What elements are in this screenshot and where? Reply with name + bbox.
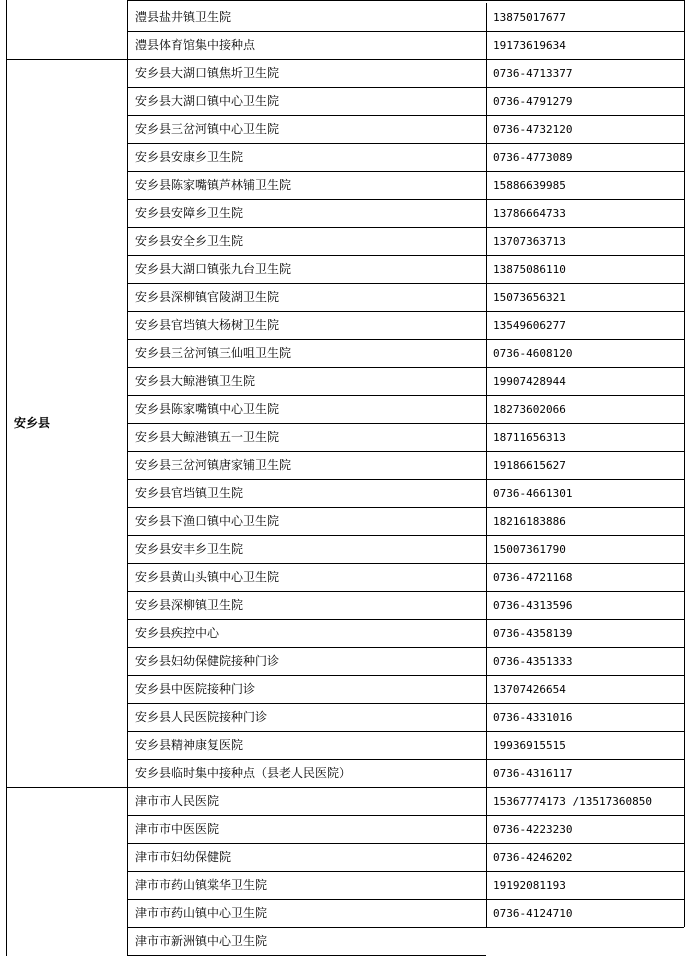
col-divider xyxy=(486,563,487,591)
site-name: 安乡县官垱镇卫生院 xyxy=(135,486,244,500)
row-divider xyxy=(127,395,684,396)
col-divider xyxy=(486,731,487,759)
row-divider xyxy=(127,87,684,88)
col-divider xyxy=(486,479,487,507)
col-divider xyxy=(486,3,487,31)
col-divider xyxy=(486,507,487,535)
site-phone: 19936915515 xyxy=(493,739,566,752)
site-phone: 19192081193 xyxy=(493,879,566,892)
site-phone: 15073656321 xyxy=(493,291,566,304)
site-phone: 18711656313 xyxy=(493,431,566,444)
row-divider xyxy=(127,227,684,228)
site-phone: 13707426654 xyxy=(493,683,566,696)
site-name: 安乡县陈家嘴镇中心卫生院 xyxy=(135,402,280,416)
site-name: 津市市新洲镇中心卫生院 xyxy=(135,934,268,948)
site-phone: 13707363713 xyxy=(493,235,566,248)
col-divider xyxy=(486,339,487,367)
site-name: 安乡县安丰乡卫生院 xyxy=(135,542,244,556)
col-divider xyxy=(486,395,487,423)
row-divider xyxy=(127,563,684,564)
site-phone: 13549606277 xyxy=(493,319,566,332)
col-divider xyxy=(486,311,487,339)
site-phone: 0736-4313596 xyxy=(493,599,573,612)
site-name: 安乡县三岔河镇唐家铺卫生院 xyxy=(135,458,292,472)
county-name: 安乡县 xyxy=(14,416,51,430)
row-divider xyxy=(127,367,684,368)
site-name: 安乡县深柳镇卫生院 xyxy=(135,598,244,612)
row-divider xyxy=(127,647,684,648)
site-name: 澧县盐井镇卫生院 xyxy=(135,10,232,24)
row-divider xyxy=(127,899,684,900)
col-divider xyxy=(486,647,487,675)
col-divider xyxy=(486,367,487,395)
row-divider xyxy=(127,143,684,144)
row-divider xyxy=(127,843,684,844)
col-divider xyxy=(486,871,487,899)
site-phone: 0736-4223230 xyxy=(493,823,573,836)
row-divider xyxy=(127,311,684,312)
col-divider xyxy=(486,199,487,227)
row-divider xyxy=(127,59,684,60)
row-divider xyxy=(127,339,684,340)
col-divider xyxy=(486,815,487,843)
site-phone: 0736-4713377 xyxy=(493,67,573,80)
col-divider xyxy=(486,591,487,619)
row-divider xyxy=(127,535,684,536)
site-phone: 18216183886 xyxy=(493,515,566,528)
site-phone: 19186615627 xyxy=(493,459,566,472)
row-divider xyxy=(127,115,684,116)
site-phone: 19173619634 xyxy=(493,39,566,52)
site-phone: 13875017677 xyxy=(493,11,566,24)
site-name: 津市市中医医院 xyxy=(135,822,220,836)
site-phone: 13875086110 xyxy=(493,263,566,276)
site-name: 安乡县人民医院接种门诊 xyxy=(135,710,268,724)
site-name: 安乡县大湖口镇中心卫生院 xyxy=(135,94,280,108)
site-phone: 0736-4721168 xyxy=(493,571,573,584)
site-phone: 18273602066 xyxy=(493,403,566,416)
row-divider xyxy=(127,255,684,256)
site-name: 澧县体育馆集中接种点 xyxy=(135,38,256,52)
site-phone: 0736-4351333 xyxy=(493,655,573,668)
row-divider xyxy=(127,479,684,480)
row-divider xyxy=(127,31,684,32)
row-divider xyxy=(127,423,684,424)
site-phone: 19907428944 xyxy=(493,375,566,388)
site-name: 安乡县中医院接种门诊 xyxy=(135,682,256,696)
site-name: 安乡县下渔口镇中心卫生院 xyxy=(135,514,280,528)
row-divider xyxy=(127,283,684,284)
site-name: 安乡县大湖口镇焦圻卫生院 xyxy=(135,66,280,80)
row-divider xyxy=(127,507,684,508)
row-divider xyxy=(127,591,684,592)
site-name: 安乡县深柳镇官陵湖卫生院 xyxy=(135,290,280,304)
site-phone: 13786664733 xyxy=(493,207,566,220)
site-name: 安乡县安障乡卫生院 xyxy=(135,206,244,220)
col-divider xyxy=(486,31,487,59)
county-column-divider xyxy=(127,0,128,956)
table-border xyxy=(127,0,684,1)
site-phone: 15007361790 xyxy=(493,543,566,556)
site-name: 津市市妇幼保健院 xyxy=(135,850,232,864)
site-name: 安乡县三岔河镇中心卫生院 xyxy=(135,122,280,136)
col-divider xyxy=(486,451,487,479)
site-name: 安乡县大湖口镇张九台卫生院 xyxy=(135,262,292,276)
site-name: 安乡县精神康复医院 xyxy=(135,738,244,752)
site-name: 安乡县临时集中接种点（县老人民医院） xyxy=(135,766,352,780)
site-name: 津市市人民医院 xyxy=(135,794,220,808)
site-name: 安乡县黄山头镇中心卫生院 xyxy=(135,570,280,584)
col-divider xyxy=(486,143,487,171)
site-name: 安乡县妇幼保健院接种门诊 xyxy=(135,654,280,668)
table-right-border xyxy=(684,0,685,927)
site-name: 津市市药山镇棠华卫生院 xyxy=(135,878,268,892)
row-divider xyxy=(127,787,684,788)
site-phone: 15886639985 xyxy=(493,179,566,192)
row-divider xyxy=(127,199,684,200)
site-name: 安乡县大鲸港镇卫生院 xyxy=(135,374,256,388)
col-divider xyxy=(486,255,487,283)
col-divider xyxy=(486,787,487,815)
site-phone: 0736-4773089 xyxy=(493,151,573,164)
site-phone: 15367774173 /13517360850 xyxy=(493,795,652,808)
row-divider xyxy=(127,703,684,704)
site-phone: 0736-4358139 xyxy=(493,627,573,640)
col-divider xyxy=(486,423,487,451)
site-name: 安乡县三岔河镇三仙咀卫生院 xyxy=(135,346,292,360)
row-divider xyxy=(127,171,684,172)
site-phone: 0736-4316117 xyxy=(493,767,573,780)
col-divider xyxy=(486,535,487,563)
row-divider xyxy=(127,619,684,620)
col-divider xyxy=(486,115,487,143)
row-divider xyxy=(127,815,684,816)
group-divider xyxy=(6,787,127,788)
row-divider xyxy=(127,451,684,452)
site-name: 安乡县陈家嘴镇芦林铺卫生院 xyxy=(135,178,292,192)
group-divider xyxy=(6,59,127,60)
site-phone: 0736-4661301 xyxy=(493,487,573,500)
col-divider xyxy=(486,899,487,927)
col-divider xyxy=(486,675,487,703)
row-divider xyxy=(127,675,684,676)
col-divider xyxy=(486,171,487,199)
col-divider xyxy=(486,59,487,87)
col-divider xyxy=(486,619,487,647)
col-divider xyxy=(486,759,487,787)
site-name: 安乡县疾控中心 xyxy=(135,626,220,640)
site-phone: 0736-4608120 xyxy=(493,347,573,360)
row-divider xyxy=(127,871,684,872)
site-name: 安乡县大鲸港镇五一卫生院 xyxy=(135,430,280,444)
site-phone: 0736-4124710 xyxy=(493,907,573,920)
col-divider xyxy=(486,283,487,311)
site-phone: 0736-4791279 xyxy=(493,95,573,108)
table-left-border xyxy=(6,0,7,956)
col-divider xyxy=(486,87,487,115)
site-phone: 0736-4331016 xyxy=(493,711,573,724)
site-phone: 0736-4732120 xyxy=(493,123,573,136)
col-divider xyxy=(486,843,487,871)
row-divider xyxy=(127,759,684,760)
row-divider xyxy=(127,731,684,732)
site-name: 津市市药山镇中心卫生院 xyxy=(135,906,268,920)
site-name: 安乡县官垱镇大杨树卫生院 xyxy=(135,318,280,332)
site-name: 安乡县安全乡卫生院 xyxy=(135,234,244,248)
row-divider xyxy=(127,927,684,928)
col-divider xyxy=(486,703,487,731)
site-phone: 0736-4246202 xyxy=(493,851,573,864)
site-name: 安乡县安康乡卫生院 xyxy=(135,150,244,164)
col-divider xyxy=(486,227,487,255)
